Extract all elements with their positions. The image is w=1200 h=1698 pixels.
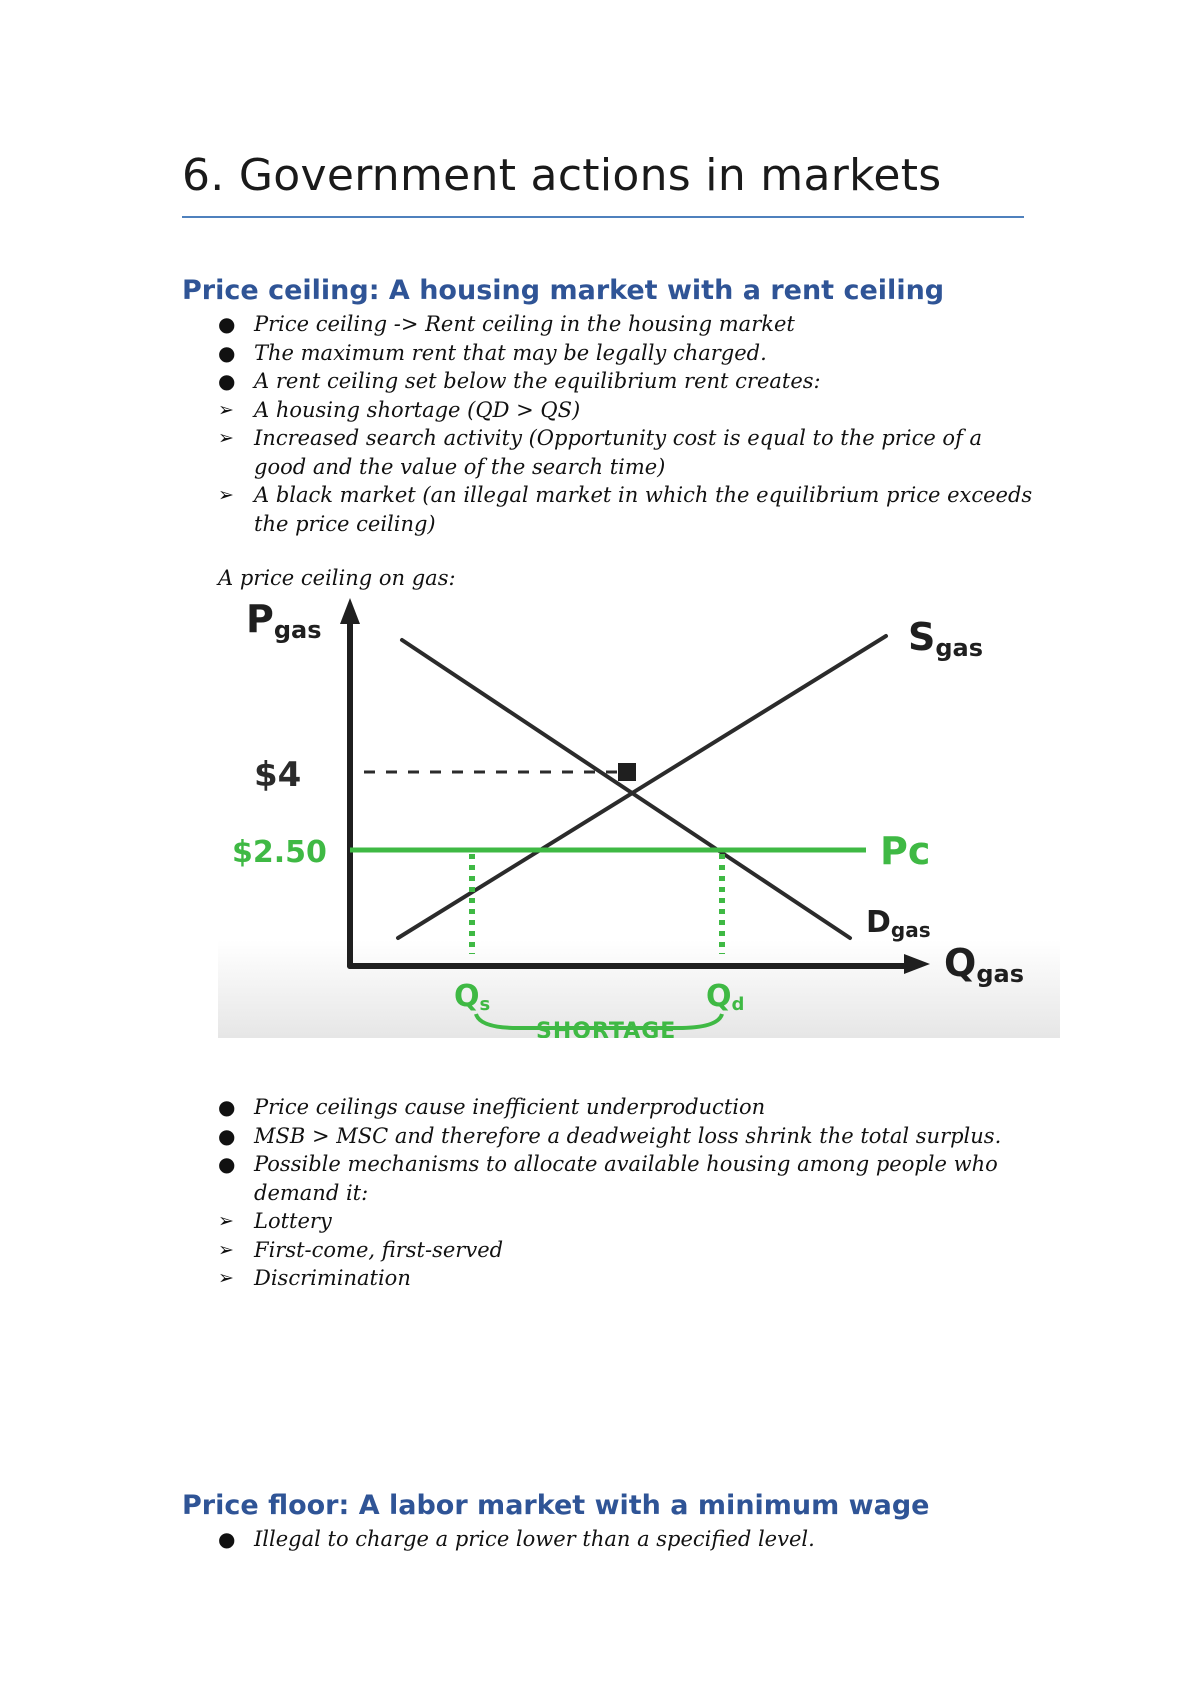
x-axis-label-sub: gas — [976, 960, 1024, 988]
list-item — [0, 1093, 1034, 1122]
list-item — [0, 1122, 1034, 1151]
figure-caption: A price ceiling on gas: — [218, 566, 456, 590]
list-item — [0, 1150, 1034, 1207]
list-item-text: Possible mechanisms to allocate available housing among people who demand it: — [254, 1152, 998, 1205]
list-item — [0, 424, 1034, 481]
demand-label-main: D — [866, 905, 891, 940]
bullet-dot-icon: ● — [218, 1123, 236, 1148]
list-item-text: Lottery — [254, 1209, 332, 1233]
qd-sub: d — [731, 994, 745, 1015]
qs-sub: s — [479, 994, 491, 1015]
shortage-annotation: SHORTAGE — [536, 1019, 677, 1038]
list-item — [0, 1236, 1034, 1265]
y-tick-label-equilibrium: $4 — [254, 755, 302, 795]
list-item — [0, 481, 1034, 538]
title-underline — [182, 216, 1024, 218]
y-tick-label-ceiling: $2.50 — [232, 835, 327, 870]
list-item — [0, 310, 1034, 339]
list-item-text: A housing shortage (QD > QS) — [254, 397, 581, 422]
price-floor-bullet-list — [0, 1525, 1034, 1554]
list-item — [0, 1525, 1034, 1554]
bullet-dot-icon: ● — [218, 1095, 236, 1119]
list-item-text: A black market (an illegal market in which the equilibrium price exceeds the price ceiling) — [254, 483, 1033, 536]
list-item-text: First-come, first-served — [254, 1237, 504, 1262]
qd-main: Q — [706, 979, 732, 1014]
bullet-dot-icon: ● — [218, 1527, 236, 1551]
bullet-arrow-icon: ➢ — [218, 484, 234, 506]
bullet-dot-icon: ● — [218, 1152, 236, 1176]
bullet-dot-icon: ● — [218, 369, 236, 393]
price-ceiling-label: Pc — [880, 829, 931, 873]
page-title: 6. Government actions in markets — [182, 150, 942, 201]
list-item — [0, 367, 1034, 396]
x-axis-label-main: Q — [944, 941, 977, 985]
bullet-arrow-icon: ➢ — [218, 1267, 234, 1289]
bullet-arrow-icon: ➢ — [218, 427, 234, 449]
qs-main: Q — [454, 979, 480, 1014]
price-ceiling-effects-list — [0, 1093, 1034, 1293]
list-item-text: Discrimination — [254, 1266, 411, 1290]
list-item — [0, 1264, 1034, 1293]
list-item-text: Price ceiling -> Rent ceiling in the housing market — [254, 312, 795, 336]
list-item-text: A rent ceiling set below the equilibrium rent creates: — [254, 369, 821, 393]
supply-label-sub: gas — [935, 634, 984, 662]
price-ceiling-chart — [218, 592, 1060, 1038]
list-item — [0, 339, 1034, 368]
list-item-text: Price ceilings cause inefficient underproduction — [254, 1095, 766, 1119]
price-ceiling-bullet-list — [0, 310, 1034, 538]
section-heading-price-floor: Price floor: A labor market with a minimum wage — [182, 1490, 930, 1521]
list-item-text: The maximum rent that may be legally charged. — [254, 340, 767, 365]
y-axis-label-main: P — [246, 597, 274, 641]
bullet-arrow-icon: ➢ — [218, 1210, 234, 1232]
bullet-arrow-icon: ➢ — [218, 1238, 234, 1261]
bullet-dot-icon: ● — [218, 340, 236, 365]
equilibrium-point — [618, 763, 636, 781]
supply-label-main: S — [908, 615, 936, 659]
section-heading-price-ceiling: Price ceiling: A housing market with a rent ceiling — [182, 275, 945, 306]
bullet-dot-icon: ● — [218, 312, 236, 336]
list-item — [0, 1207, 1034, 1236]
y-axis-label-sub: gas — [273, 616, 322, 644]
demand-label-sub: gas — [890, 918, 931, 942]
list-item-text: MSB > MSC and therefore a deadweight loss shrink the total surplus. — [254, 1123, 1002, 1148]
list-item-text: Increased search activity (Opportunity cost is equal to the price of a good and the value of the search time) — [254, 426, 983, 479]
bullet-arrow-icon: ➢ — [218, 398, 234, 421]
list-item-text: Illegal to charge a price lower than a specified level. — [254, 1527, 815, 1551]
list-item — [0, 396, 1034, 425]
